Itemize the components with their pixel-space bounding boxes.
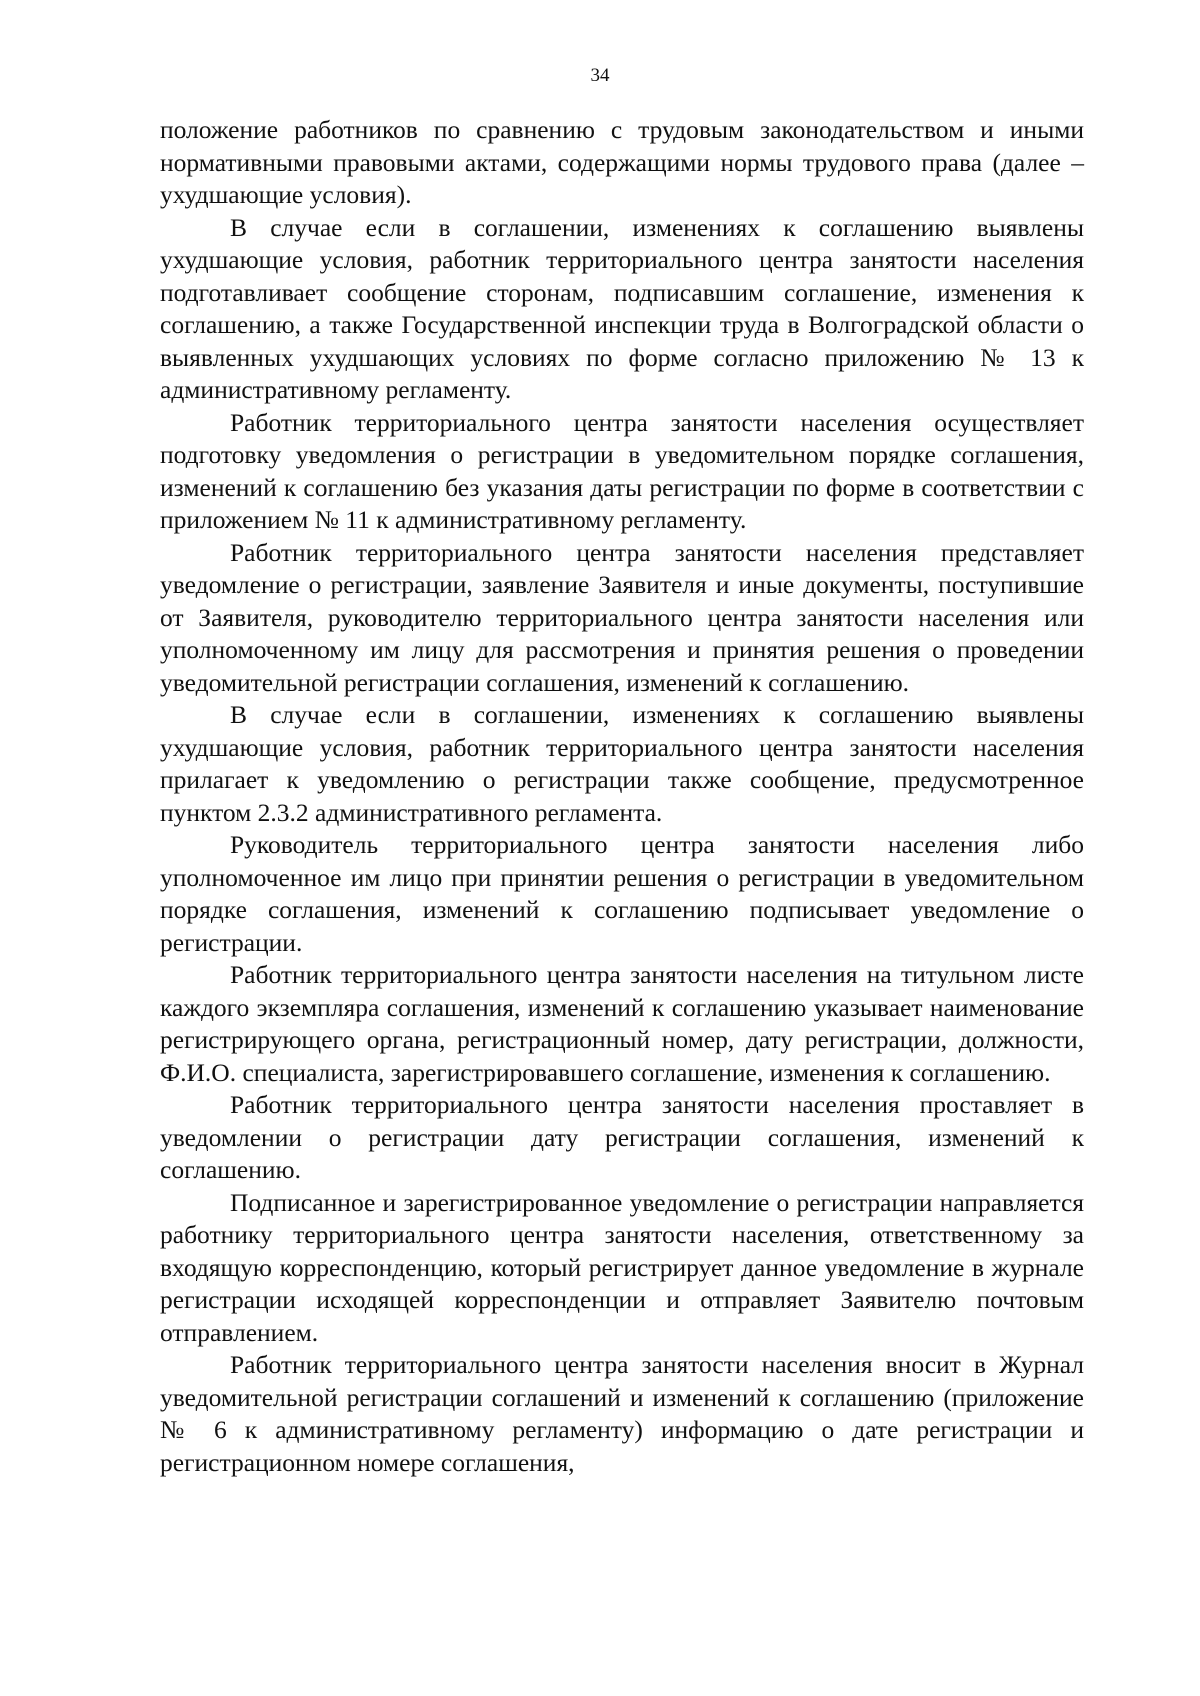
paragraph: В случае если в соглашении, изменениях к соглашению выявлены ухудшающие условия, работник территориального центра занятости населения подготавливает сообщение сторонам, подписавшим соглашение, изменения к соглашению, а также Государственной инспекции труда в Волгоградской области о выявленных ухудшающих условиях по форме согласно приложению № 13 к административному регламенту. bbox=[160, 212, 1084, 404]
paragraph: Работник территориального центра занятости населения вносит в Журнал уведомительной регистрации соглашений и изменений к соглашению (приложение № 6 к административному регламенту) информацию о дате регистрации и регистрационном номере соглашения, bbox=[160, 1350, 1084, 1477]
paragraph: Работник территориального центра занятости населения представляет уведомление о регистрации, заявление Заявителя и иные документы, поступившие от Заявителя, руководителю территориального центра занятости населения или уполномоченному им лицу для рассмотрения и принятия решения о проведении уведомительной регистрации соглашения, изменений к соглашению. bbox=[160, 537, 1084, 697]
document-body bbox=[160, 114, 1084, 1479]
paragraph: Работник территориального центра занятости населения на титульном листе каждого экземпляра соглашения, изменений к соглашению указывает наименование регистрирующего органа, регистрационный номер, дату регистрации, должности, Ф.И.О. специалиста, зарегистрировавшего соглашение, изменения к соглашению. bbox=[160, 960, 1084, 1087]
paragraph: В случае если в соглашении, изменениях к соглашению выявлены ухудшающие условия, работник территориального центра занятости населения прилагает к уведомлению о регистрации также сообщение, предусмотренное пунктом 2.3.2 административного регламента. bbox=[160, 700, 1084, 827]
paragraph: Работник территориального центра занятости населения осуществляет подготовку уведомления о регистрации в уведомительном порядке соглашения, изменений к соглашению без указания даты регистрации по форме в соответствии с приложением № 11 к административному регламенту. bbox=[160, 407, 1084, 534]
paragraph: Подписанное и зарегистрированное уведомление о регистрации направляется работнику территориального центра занятости населения, ответственному за входящую корреспонденцию, который регистрирует данное уведомление в журнале регистрации исходящей корреспонденции и отправляет Заявителю почтовым отправлением. bbox=[160, 1187, 1084, 1347]
page-number: 34 bbox=[590, 65, 610, 86]
paragraph: положение работников по сравнению с трудовым законодательством и иными нормативными правовыми актами, содержащими нормы трудового права (далее – ухудшающие условия). bbox=[160, 115, 1084, 209]
paragraph: Работник территориального центра занятости населения проставляет в уведомлении о регистрации дату регистрации соглашения, изменений к соглашению. bbox=[160, 1090, 1084, 1184]
paragraph: Руководитель территориального центра занятости населения либо уполномоченное им лицо при принятии решения о регистрации в уведомительном порядке соглашения, изменений к соглашению подписывает уведомление о регистрации. bbox=[160, 830, 1084, 957]
